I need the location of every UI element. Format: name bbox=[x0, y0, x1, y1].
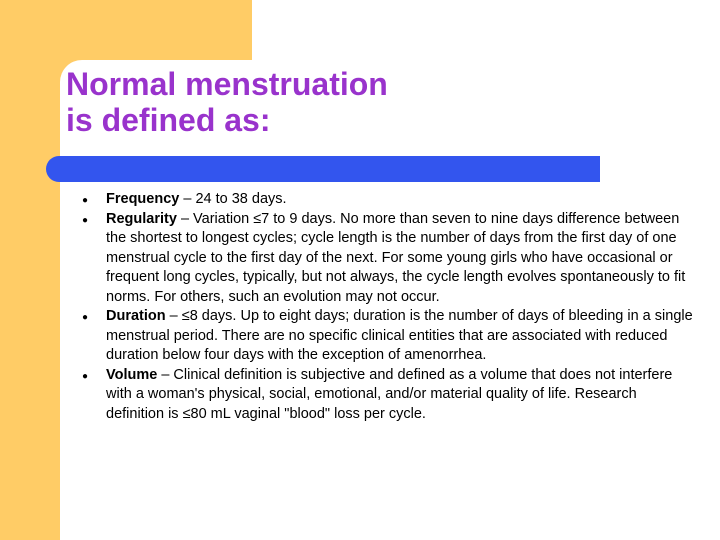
list-item bbox=[82, 366, 697, 425]
bullet-dot-icon: ● bbox=[82, 195, 89, 206]
title-line-1: Normal menstruation bbox=[66, 66, 388, 102]
bullet-text: – Variation ≤7 to 9 days. No more than seven to nine days difference between the shortest to longest cycles; cycle length is the number of days from the first day of one menstrual cycle to the first day of the next. For some young girls who have occasional or frequent long cycles, typically, but not always, the cycle length evolves spontaneously to fit norms. For others, such an evolution may not occur. bbox=[106, 210, 686, 305]
bullet-text: – Clinical definition is subjective and defined as a volume that does not interfere with a woman's physical, social, emotional, and/or material quality of life. Research definition is ≤80 mL vaginal "blood" loss per cycle. bbox=[106, 366, 673, 422]
bullet-text: – ≤8 days. Up to eight days; duration is the number of days of bleeding in a single menstrual period. There are no specific clinical entities that are associated with reduced duration below four days with the exception of amenorrhea. bbox=[106, 308, 693, 363]
bullet-term: Frequency bbox=[106, 191, 180, 207]
bullet-dot-icon: ● bbox=[82, 214, 89, 226]
list-item bbox=[82, 307, 697, 366]
bullet-dot-icon: ● bbox=[82, 370, 89, 382]
bullet-text: – 24 to 38 days. bbox=[179, 191, 287, 207]
bullet-dot-icon: ● bbox=[82, 312, 89, 323]
bullet-term: Regularity bbox=[106, 210, 177, 227]
title-line-2: is defined as: bbox=[66, 102, 271, 138]
bullet-list bbox=[82, 190, 697, 424]
slide-title bbox=[66, 66, 388, 138]
decorative-left-bar bbox=[0, 0, 60, 540]
bullet-term: Duration bbox=[106, 308, 166, 324]
title-underline-bar bbox=[46, 156, 600, 182]
bullet-term: Volume bbox=[106, 366, 158, 383]
list-item bbox=[82, 210, 697, 308]
list-item bbox=[82, 190, 697, 210]
